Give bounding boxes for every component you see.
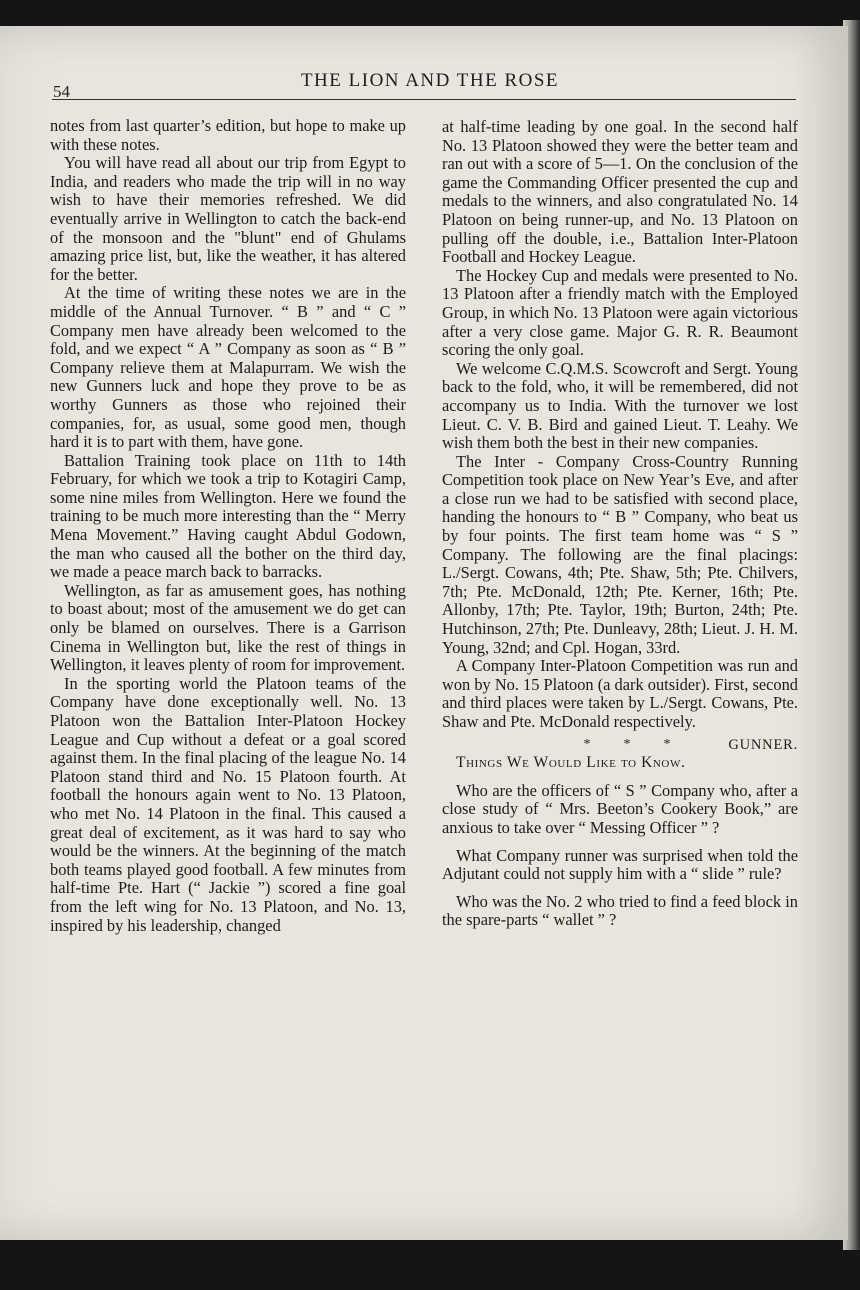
- paragraph: A Company Inter-Platoon Competition was run and won by No. 15 Platoon (a dark outsider). First, second and third places were taken by L./Sergt. Cowans, Pte. Shaw and Pte. McDonald respectively.: [442, 656, 798, 731]
- question: Who are the officers of “ S ” Company who, after a close study of “ Mrs. Beeton’s Cookery Book,” are anxious to take over “ Messing Officer ” ?: [442, 780, 798, 837]
- paragraph: We welcome C.Q.M.S. Scowcroft and Sergt. Young back to the fold, who, it will be remembered, did not accompany us to India. With the turnover we lost Lieut. C. V. B. Bird and gained Lieut. T. Leahy. We wish them both the best in their new companies.: [442, 358, 798, 453]
- asterisk: *: [623, 736, 631, 752]
- paragraph: at half-time leading by one goal. In the second half No. 13 Platoon showed they were the better team and ran out with a score of 5—1. On the conclusion of the game the Commanding Officer presented the cup and medals to the winners, and also congratulated No. 14 Platoon on being runner-up, and No. 13 Platoon on pulling off the double, i.e., Battalion Inter-Platoon Football and Hockey League.: [442, 117, 798, 267]
- paragraph: At the time of writing these notes we are in the middle of the Annual Turnover. “ B ” and “ C ” Company men have already been welcomed to the fold, and we expect “ A ” Company as soon as “ B ” Company relieve them at Malapurram. We wish the new Gunners luck and hope they prove to be as worthy Gunners as those who rejoined their companies, for, as usual, some good men, though hard it is to part with them, have gone.: [50, 283, 406, 452]
- paragraph: notes from last quarter’s edition, but hope to make up with these notes.: [50, 116, 406, 154]
- section-heading: Things We Would Like to Know.: [456, 754, 686, 772]
- paragraph: Battalion Training took place on 11th to 14th February, for which we took a trip to Kotagiri Camp, some nine miles from Wellington. Here we found the training to be much more interesting than the “ Merry Mena Movement.” Having caught Abdul Godown, the man who caused all the bother on the third day, we made a peace march back to barracks.: [50, 450, 406, 582]
- paragraph: The Inter - Company Cross-Country Running Competition took place on New Year’s Eve, and after a close run we had to be satisfied with second place, handing the honours to “ B ” Company, who beat us by four points. The first team home was “ S ” Company. The following are the final placings: L./Sergt. Cowans, 4th; Pte. Shaw, 5th; Pte. Chilvers, 7th; Pte. McDonald, 12th; Pte. Kerner, 16th; Pte. Allonby, 17th; Pte. Taylor, 19th; Burton, 24th; Pte. Hutchinson, 27th; Pte. Dunleavy, 28th; Lieut. J. H. M. Young, 32nd; and Cpl. Hogan, 33rd.: [442, 451, 798, 657]
- signature: GUNNER.: [728, 736, 798, 753]
- section-break: [567, 736, 687, 755]
- header-rule: [52, 99, 796, 100]
- left-column: [50, 117, 406, 935]
- asterisk: *: [583, 736, 591, 752]
- paragraph: Wellington, as far as amusement goes, has nothing to boast about; most of the amusement we do get can only be blamed on ourselves. There is a Garrison Cinema in Wellington but, like the rest of things in Wellington, it leaves plenty of room for improvement.: [50, 580, 406, 675]
- question: Who was the No. 2 who tried to find a feed block in the spare-parts “ wallet ” ?: [442, 891, 798, 930]
- page-number: 54: [53, 82, 70, 101]
- running-head: THE LION AND THE ROSE: [300, 70, 560, 91]
- signature-row: [442, 736, 798, 755]
- paragraph: In the sporting world the Platoon teams of the Company have done exceptionally well. No. 13 Platoon won the Battalion Inter-Platoon Hockey League and Cup without a defeat or a goal scored against them. In the final placing of the league No. 14 Platoon stand third and No. 15 Platoon fourth. At football the honours again went to No. 13 Platoon, who met No. 14 Platoon in the final. This caused a great deal of excitement, as it was hard to say who would be the winners. At the beginning of the match both teams played good football. A few minutes from half-time Pte. Hart (“ Jackie ”) scored a fine goal from the left wing for No. 13 Platoon, and No. 13, inspired by his leadership, changed: [50, 673, 406, 935]
- asterisk: *: [663, 736, 671, 752]
- paragraph: You will have read all about our trip from Egypt to India, and readers who made the trip will in no way wish to have their memories refreshed. We did eventually arrive in Wellington to catch the back-end of the monsoon and the "blunt" end of Ghulams amazing price list, but, like the weather, it has altered for the better.: [50, 153, 406, 284]
- question: What Company runner was surprised when told the Adjutant could not supply him with a “ slide ” rule?: [442, 845, 798, 884]
- paragraph: The Hockey Cup and medals were presented to No. 13 Platoon after a friendly match with the Employed Group, in which No. 13 Platoon were again victorious after a very close game. Major G. R. R. Beaumont scoring the only goal.: [442, 265, 798, 360]
- right-column: [442, 118, 798, 930]
